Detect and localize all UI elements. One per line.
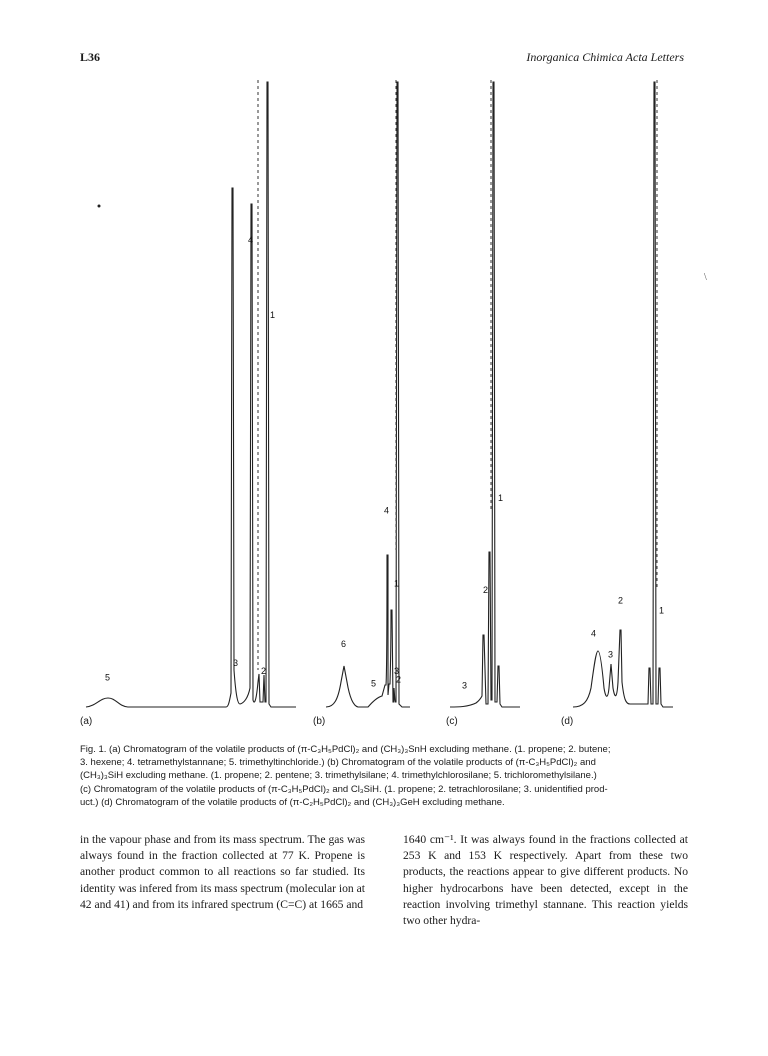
peak-label: 1 bbox=[498, 493, 504, 503]
stray-dot bbox=[98, 205, 101, 208]
peak-label: 2 bbox=[261, 666, 267, 676]
caption-line: (CH₃)₃SiH excluding methane. (1. propene; 2. pentene; 3. trimethylsilane; 4. trimethylchlorosilane; 5. trichloromethylsilane.) bbox=[80, 770, 597, 782]
panel-label-d: (d) bbox=[561, 716, 574, 727]
body-paragraph: 1640 cm⁻¹. It was always found in the fractions collected at 253 K and 153 K respectively. Apart from these two products, the reactions appear to give different products. No higher hydrocarbons have been detected, except in the reaction involving trimethyl stannane. This reaction yields two other hydra- bbox=[403, 833, 688, 928]
caption-line: Fig. 1. (a) Chromatogram of the volatile products of (π-C₃H₅PdCl)₂ and (CH₃)₃SnH excluding methane. (1. propene; 2. butene; bbox=[80, 744, 611, 755]
peak-label: 6 bbox=[341, 639, 347, 649]
figure-caption bbox=[80, 743, 690, 809]
chromatogram-figure bbox=[78, 70, 690, 730]
peak-label: 2 bbox=[618, 595, 624, 606]
peak-label: 3 bbox=[394, 666, 400, 676]
peak-label: 1 bbox=[394, 578, 400, 589]
body-column-right bbox=[403, 832, 688, 929]
page-number: L36 bbox=[80, 50, 101, 64]
caption-line: (c) Chromatogram of the volatile products of (π-C₃H₅PdCl)₂ and Cl₃SiH. (1. propene; 2. tetrachlorosilane; 3. unidentified prod- bbox=[80, 783, 608, 795]
peak-label: 2 bbox=[396, 674, 402, 685]
panel-label-c: (c) bbox=[446, 716, 458, 727]
peak-label: 5 bbox=[105, 672, 111, 683]
peak-label: 4 bbox=[591, 628, 597, 639]
chromatogram-svg bbox=[78, 70, 690, 730]
peak-label: 1 bbox=[270, 309, 276, 320]
caption-line: 3. hexene; 4. tetramethylstannane; 5. trimethyltinchloride.) (b) Chromatogram of the volatile products of (π-C₃H₅PdCl)₂ and bbox=[80, 757, 596, 769]
peak-label: 3 bbox=[608, 649, 614, 660]
caption-line: uct.) (d) Chromatogram of the volatile products of (π-C₂H₅PdCl)₂ and (CH₃)₃GeH excluding methane. bbox=[80, 796, 505, 808]
trace-a bbox=[86, 82, 296, 707]
peak-label: 5 bbox=[371, 678, 377, 689]
peak-label: 2 bbox=[483, 584, 489, 595]
trace-b bbox=[326, 82, 410, 707]
panel-label-b: (b) bbox=[313, 716, 326, 727]
margin-mark: \ bbox=[704, 272, 707, 283]
trace-d bbox=[573, 82, 673, 707]
peak-label: 1 bbox=[659, 605, 665, 616]
peak-label: 4 bbox=[384, 505, 390, 516]
trace-c bbox=[450, 82, 520, 707]
peak-label: 4 bbox=[248, 234, 254, 245]
peak-label: 3 bbox=[462, 680, 468, 691]
journal-name: Inorganica Chimica Acta Letters bbox=[526, 50, 684, 64]
body-column-left bbox=[80, 832, 365, 913]
panel-label-a: (a) bbox=[80, 716, 93, 727]
peak-label: 3 bbox=[233, 657, 239, 668]
body-paragraph: in the vapour phase and from its mass spectrum. The gas was always found in the fraction collected at 77 K. Propene is another product common to all reactions so far studied. Its identity was infered from its mass spectrum (molecular ion at 42 and 41) and from its infrared spectrum (C=C) at 1665 and bbox=[80, 833, 365, 911]
